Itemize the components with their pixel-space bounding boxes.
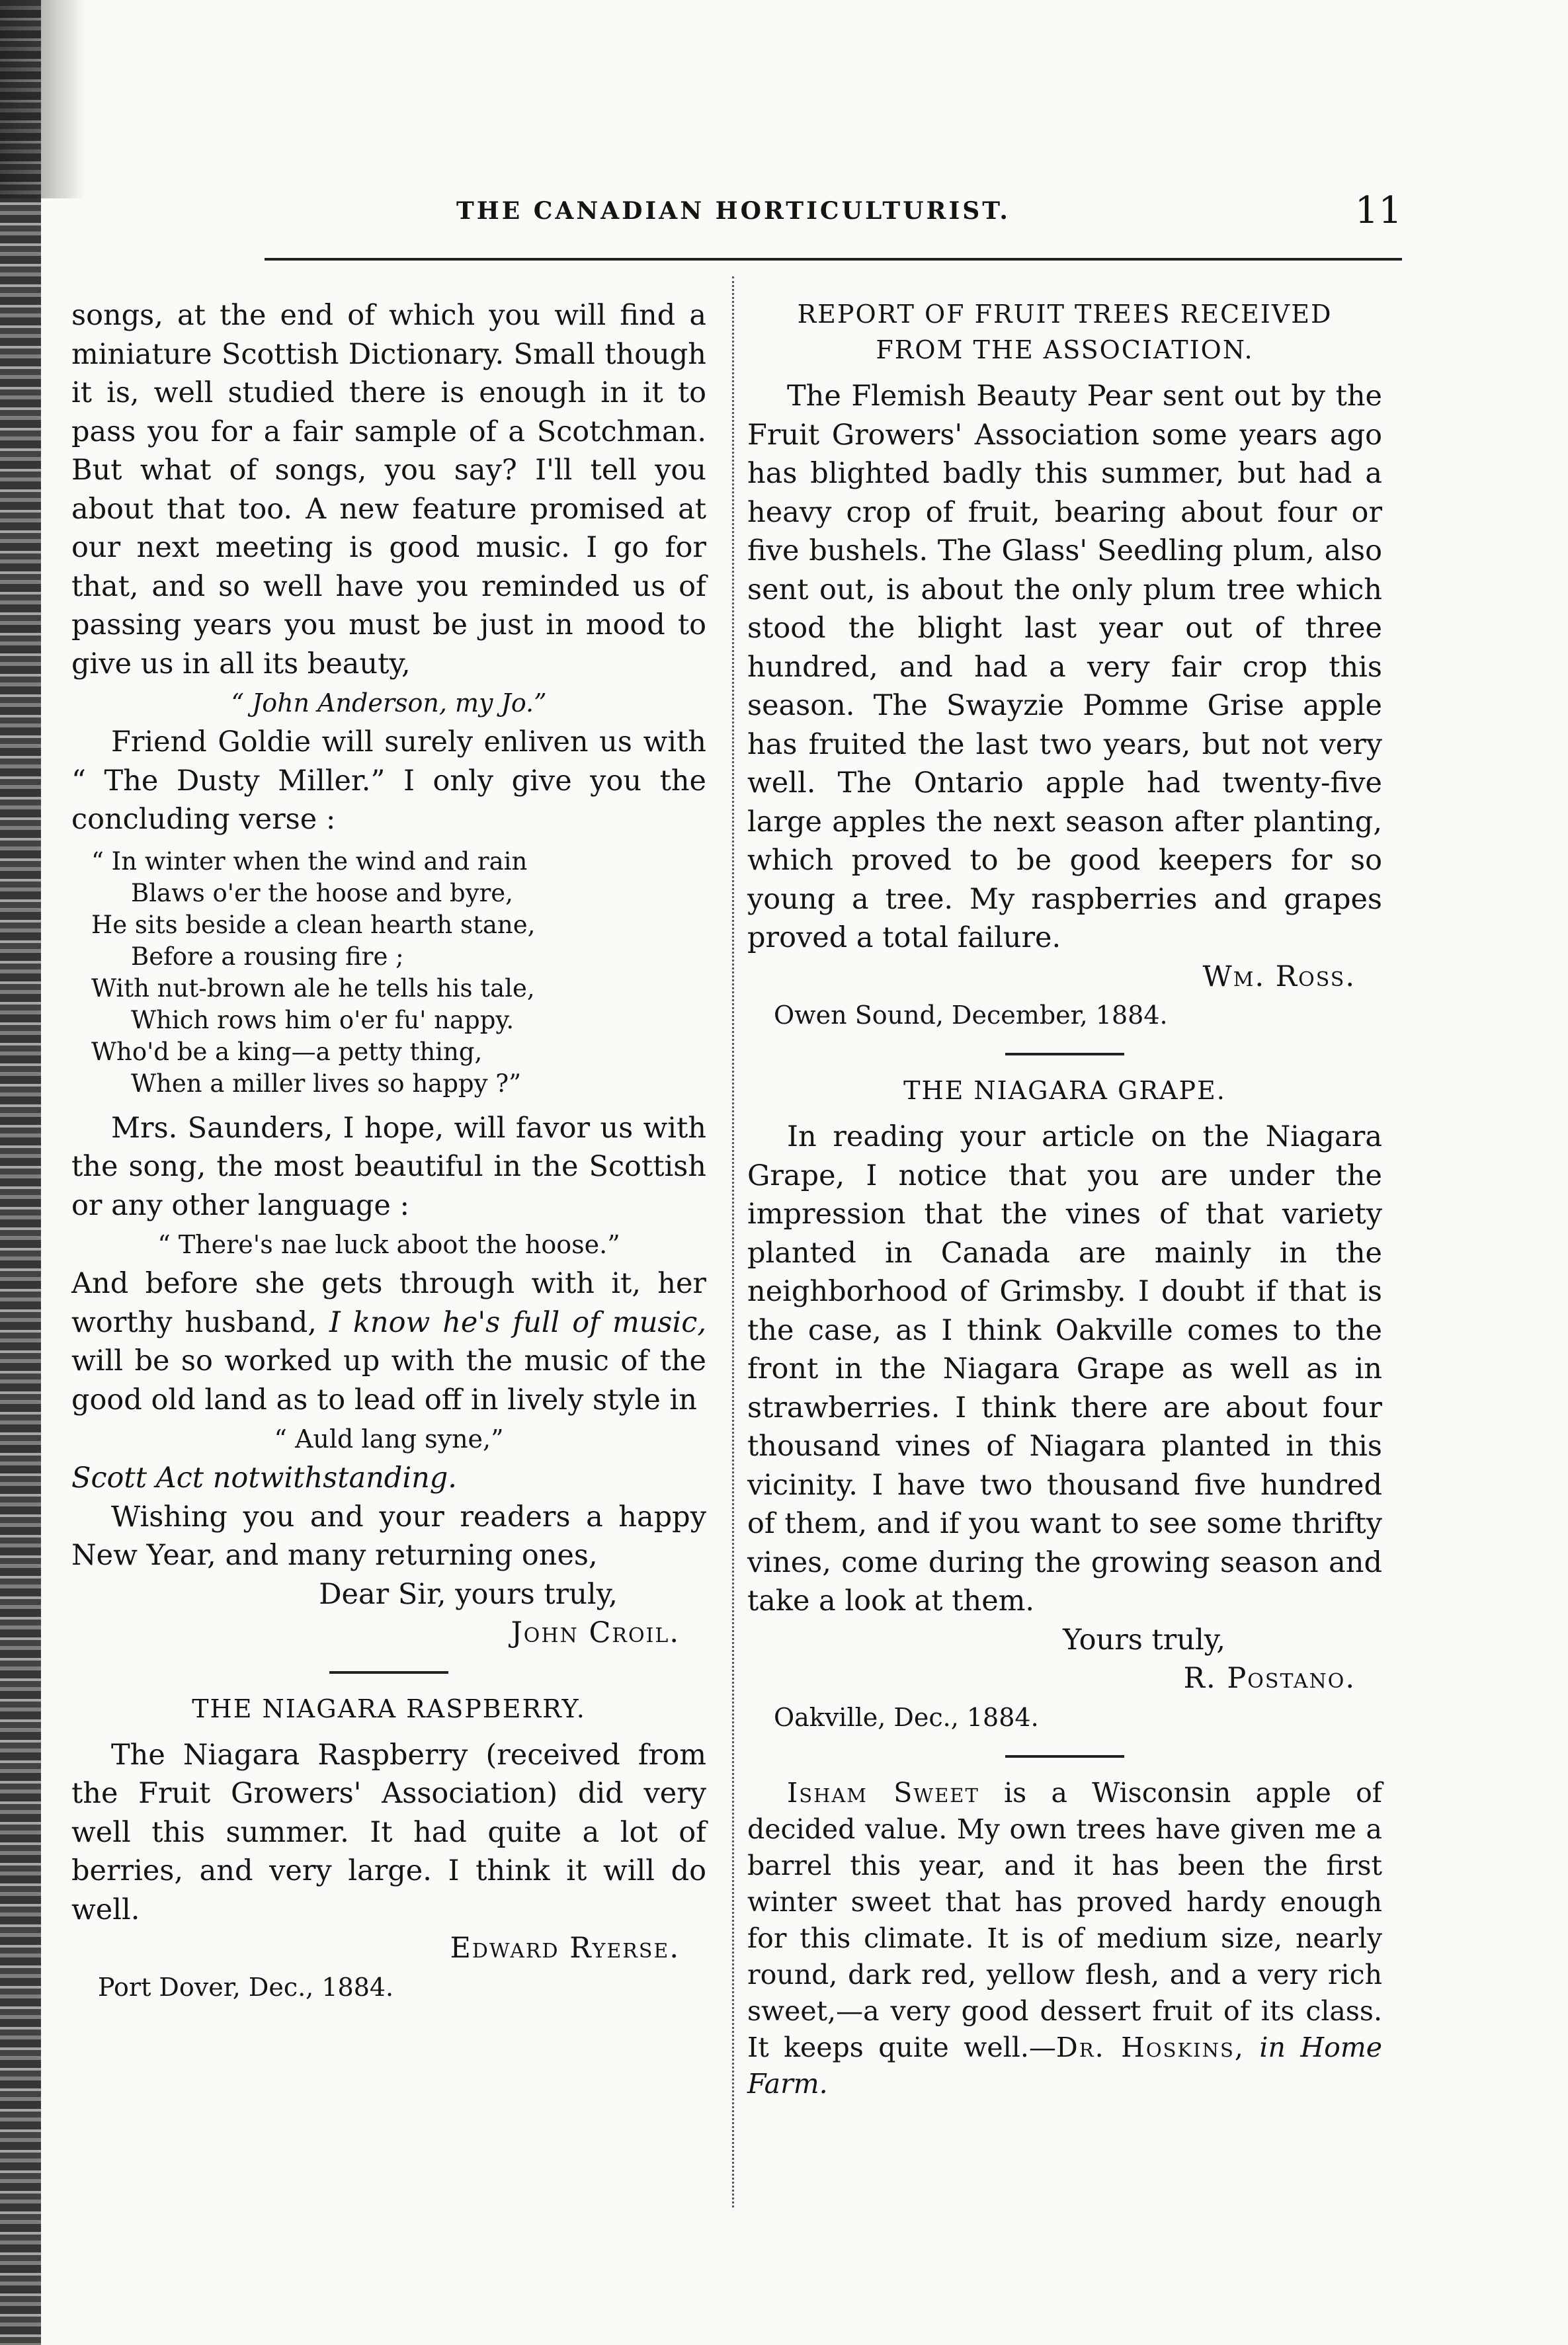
letter-signature: John Croil. [511,1616,680,1649]
letter-paragraph-4 [71,1264,706,1419]
header-rule [265,258,1402,261]
report-signature: Wm. Ross. [1202,960,1356,993]
running-title: THE CANADIAN HORTICULTURIST. [456,197,1011,225]
page-header [265,189,1402,239]
section-rule [329,1671,448,1674]
poem-line: Which rows him o'er fu' nappy. [131,1005,515,1034]
poem-line: Who'd be a king—a petty thing, [91,1037,483,1066]
isham-sweet-paragraph [747,1775,1382,2102]
page-number: 11 [1354,189,1402,232]
poem-dusty-miller [91,846,706,1100]
poem-line: Before a rousing fire ; [131,942,404,971]
scan-edge-shadow [0,0,41,2345]
scott-act-line: Scott Act notwithstanding. [71,1461,457,1495]
poem-line: He sits beside a clean hearth stane, [91,910,536,939]
report-heading-line-1: REPORT OF FRUIT TREES RECEIVED [797,300,1333,329]
right-column [747,296,1382,2102]
song-title-nae-luck: “ There's nae luck aboot the hoose.” [157,1230,620,1259]
column-divider [732,276,734,2207]
grape-dateline: Oakville, Dec., 1884. [774,1702,1039,1732]
poem-line: Blaws o'er the hoose and byre, [131,878,513,907]
section-rule [1005,1053,1124,1055]
raspberry-paragraph: The Niagara Raspberry (received from the Fruit Growers' Association) did very well this summer. It had quite a lot of berries, and very large. I think it will do well. [71,1738,706,1926]
report-heading-line-2: FROM THE ASSOCIATION. [876,335,1254,364]
report-paragraph: The Flemish Beauty Pear sent out by the Fruit Growers' Association some years ago has blighted badly this summer, but had a heavy crop of fruit, bearing about four or five bushels. The Glass' Seedling plum, also sent out, is about the only plum tree which stood the blight last year out of three hundred, and had a very fair crop this season. The Swayzie Pomme Grise apple has fruited the last two years, but not very well. The Ontario apple had twenty-five large apples the next season after planting, which proved to be good keepers for so young a tree. My raspberries and grapes proved a total failure. [747,380,1382,954]
letter-paragraph-3: Mrs. Saunders, I hope, will favor us with the song, the most beautiful in the Scottish or any other language : [71,1111,706,1222]
letter-paragraph-5: Wishing you and your readers a happy New Year, and many returning ones, [71,1500,706,1572]
raspberry-dateline: Port Dover, Dec., 1884. [98,1972,394,2002]
isham-body: is a Wisconsin apple of decided value. My own trees have given me a barrel this year, and it has been the first winter sweet that has proved hardy enough for this climate. It is of medium size, nearly round, dark red, yellow flesh, and a very rich sweet,—a very good dessert fruit of its class. It keeps quite well.— [747,1776,1382,2063]
poem-line: “ In winter when the wind and rain [91,846,528,876]
poem-line: With nut-brown ale he tells his tale, [91,973,535,1003]
grape-heading: THE NIAGARA GRAPE. [903,1076,1226,1105]
grape-paragraph: In reading your article on the Niagara Grape, I notice that you are under the impression that the vines of that variety planted in Canada are mainly in the neighborhood of Grimsby. I doubt if that is the case, as I think Oakville comes to the front in the Niagara Grape as well as in strawberries. I think there are about four thousand vines of Niagara planted in this vicinity. I have two thousand five hundred of them, and if you want to see some thrifty vines, come during the growing season and take a look at them. [747,1120,1382,1618]
grape-closing: Yours truly, [1062,1623,1226,1657]
isham-source: in Home Farm. [747,2031,1382,2100]
raspberry-signature: Edward Ryerse. [450,1932,680,1965]
section-rule [1005,1755,1124,1758]
paragraph-4-end: will be so worked up with the music of the good old land as to lead off in lively style in [71,1344,706,1417]
paragraph-4-start: And before she gets through with it, her worthy husband, [71,1267,706,1339]
isham-lead: Isham Sweet [787,1776,979,1809]
left-column [71,296,706,2006]
poem-line: When a miller lives so happy ?” [131,1069,522,1098]
letter-closing: Dear Sir, yours truly, [319,1577,618,1611]
letter-paragraph-2: Friend Goldie will surely enliven us with “ The Dusty Miller.” I only give you the concluding verse : [71,725,706,836]
raspberry-heading: THE NIAGARA RASPBERRY. [192,1694,586,1723]
scan-edge-corner [0,0,86,198]
grape-signature: R. Postano. [1183,1662,1356,1695]
paragraph-4-italic: I know he's full of music, [329,1305,706,1339]
letter-paragraph-1: songs, at the end of which you will find a miniature Scottish Dictionary. Small though it is, well studied there is enough in it to pass you for a fair sample of a Scotchman. But what of songs, you say? I'll tell you about that too. A new feature promised at our next meeting is good music. I go for that, and so well have you reminded us of passing years you must be just in mood to give us in all its beauty, [71,299,706,680]
song-title-auld-lang-syne: “ Auld lang syne,” [274,1424,504,1454]
report-dateline: Owen Sound, December, 1884. [774,1001,1168,1030]
song-title-john-anderson: “ John Anderson, my Jo.” [231,688,547,718]
isham-author: Dr. Hoskins, [1055,2031,1245,2063]
